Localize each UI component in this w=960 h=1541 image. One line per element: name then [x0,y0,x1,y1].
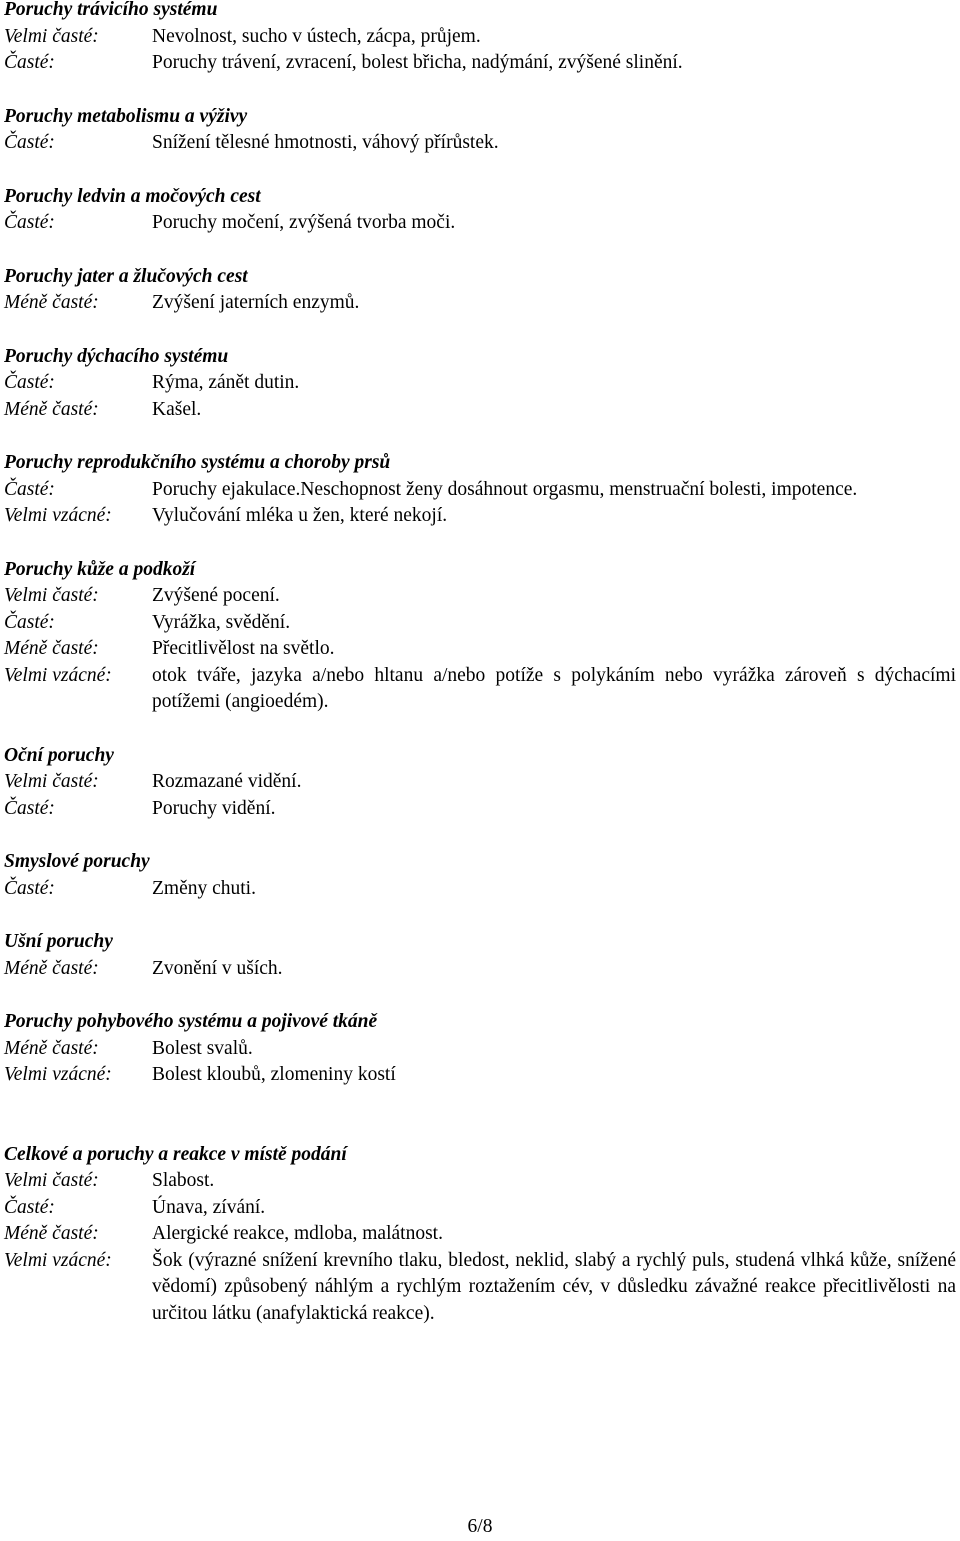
section-title: Poruchy pohybového systému a pojivové tkáně [4,1011,378,1032]
frequency-label: Časté: [4,611,55,633]
effect-text: Zvonění v uších. [152,957,283,979]
effect-text: Kašel. [152,398,202,420]
section-reproductive [4,450,956,530]
effect-text: Zvýšené pocení. [152,585,280,606]
section-title: Celkové a poruchy a reakce v místě podání [4,1143,347,1165]
section-title: Oční poruchy [4,744,114,766]
section-title: Poruchy dýchacího systému [4,345,229,367]
effect-text: Snížení tělesné hmotnosti, váhový přírůstek. [152,132,499,153]
effect-row [4,130,956,157]
section-title: Smyslové poruchy [4,851,150,872]
effect-text: Poruchy trávení, zvracení, bolest břicha, nadýmání, zvýšené slinění. [152,52,683,73]
effect-row [4,636,956,663]
frequency-label: Méně časté: [4,638,99,659]
frequency-label: Méně časté: [4,1037,99,1059]
section-sensory [4,849,956,902]
section-title: Poruchy trávicího systému [4,0,218,20]
effect-row [4,610,956,637]
effect-row [4,583,956,610]
effect-row [4,24,956,51]
section-musculoskeletal [4,1009,956,1089]
page-number: 6/8 [467,1516,493,1537]
section-respiratory [4,344,956,424]
effect-row [4,663,956,716]
frequency-label: Časté: [4,132,55,153]
frequency-label: Méně časté: [4,1223,99,1244]
section-metabolism [4,104,956,157]
frequency-label: Velmi časté: [4,1170,99,1191]
effect-row [4,796,956,823]
section-title: Ušní poruchy [4,931,113,952]
effect-text: Poruchy vidění. [152,797,276,819]
effect-text: otok tváře, jazyka a/nebo hltanu a/nebo potíže s polykáním nebo vyrážka zároveň s dýchacími potížemi (angioedém). [152,664,956,712]
effect-text: Rozmazané vidění. [152,771,302,792]
effect-text: Slabost. [152,1170,215,1191]
effect-text: Vylučování mléka u žen, které nekojí. [152,505,448,526]
effect-row [4,290,956,317]
section-title: Poruchy jater a žlučových cest [4,265,248,287]
frequency-label: Méně časté: [4,957,99,979]
frequency-label: Méně časté: [4,292,99,313]
effect-row [4,1221,956,1248]
frequency-label: Časté: [4,212,55,233]
section-title: Poruchy reprodukčního systému a choroby prsů [4,452,391,473]
effect-row [4,956,956,983]
frequency-label: Méně časté: [4,398,99,420]
frequency-label: Časté: [4,478,55,500]
effect-row [4,1036,956,1063]
frequency-label: Velmi časté: [4,585,99,606]
effect-row [4,1248,956,1328]
effect-row [4,1195,956,1222]
effect-text: Alergické reakce, mdloba, malátnost. [152,1223,443,1244]
section-title: Poruchy metabolismu a výživy [4,105,248,127]
section-renal [4,184,956,237]
effect-text: Zvýšení jaterních enzymů. [152,292,360,313]
effect-row [4,370,956,397]
document-body [4,0,956,1354]
section-eye [4,743,956,823]
effect-row [4,1168,956,1195]
frequency-label: Velmi časté: [4,25,99,47]
effect-text: Poruchy močení, zvýšená tvorba moči. [152,212,456,233]
effect-row [4,503,956,530]
section-ear [4,929,956,982]
section-skin [4,557,956,716]
effect-text: Vyrážka, svědění. [152,611,291,633]
section-digestive [4,0,956,77]
frequency-label: Velmi vzácné: [4,1064,112,1085]
effect-row [4,397,956,424]
section-hepatobiliary [4,264,956,317]
effect-text: Změny chuti. [152,877,256,899]
effect-row [4,876,956,903]
section-general [4,1142,956,1328]
frequency-label: Velmi časté: [4,771,99,792]
section-title: Poruchy kůže a podkoží [4,558,196,580]
effect-text: Rýma, zánět dutin. [152,372,300,393]
frequency-label: Velmi vzácné: [4,505,112,526]
effect-row [4,769,956,796]
effect-row [4,50,956,77]
frequency-label: Časté: [4,372,55,393]
frequency-label: Časté: [4,1196,55,1218]
section-title: Poruchy ledvin a močových cest [4,185,261,207]
frequency-label: Časté: [4,797,55,819]
effect-text: Únava, zívání. [152,1196,266,1218]
effect-row [4,210,956,237]
frequency-label: Velmi vzácné: [4,664,112,686]
effect-row [4,1062,956,1089]
effect-row [4,477,956,504]
effect-text: Bolest kloubů, zlomeniny kostí [152,1064,396,1085]
effect-text: Bolest svalů. [152,1037,253,1059]
frequency-label: Velmi vzácné: [4,1249,112,1271]
effect-text: Přecitlivělost na světlo. [152,638,335,659]
effect-text: Poruchy ejakulace.Neschopnost ženy dosáhnout orgasmu, menstruační bolesti, impotence. [152,478,858,500]
frequency-label: Časté: [4,877,55,899]
frequency-label: Časté: [4,52,55,73]
effect-text: Šok (výrazné snížení krevního tlaku, bledost, neklid, slabý a rychlý puls, studená vlhká kůže, snížené vědomí) způsobený náhlým a rychlým roztažením cév, v důsledku závažné reakce přecitlivělosti na určitou látku (anafylaktická reakce). [152,1249,956,1324]
effect-text: Nevolnost, sucho v ústech, zácpa, průjem. [152,25,481,47]
